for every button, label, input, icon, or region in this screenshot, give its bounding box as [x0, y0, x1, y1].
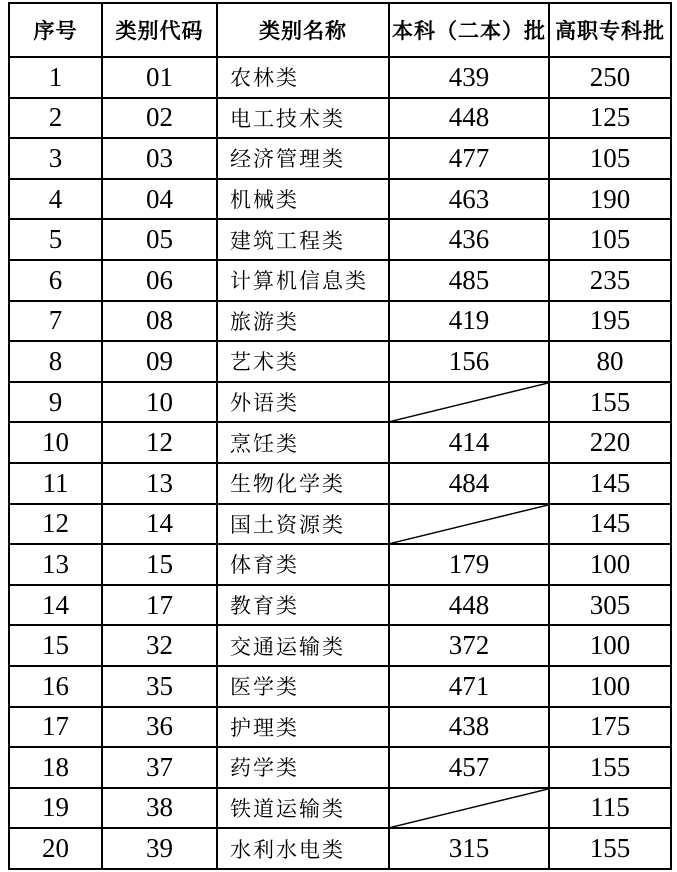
table-row	[9, 301, 671, 342]
cell-code: 15	[102, 544, 217, 585]
table-header-row	[9, 3, 671, 57]
cell-code: 01	[102, 57, 217, 98]
table-row	[9, 98, 671, 139]
table-row	[9, 666, 671, 707]
cell-name: 建筑工程类	[217, 219, 389, 260]
cell-benke: 463	[389, 179, 549, 220]
cell-seq: 4	[9, 179, 102, 220]
cell-seq: 9	[9, 382, 102, 423]
cell-code: 02	[102, 98, 217, 139]
admission-score-table	[8, 2, 672, 870]
table-row	[9, 463, 671, 504]
cell-benke: 436	[389, 219, 549, 260]
cell-code: 38	[102, 788, 217, 829]
cell-benke: 457	[389, 747, 549, 788]
cell-seq: 1	[9, 57, 102, 98]
cell-name: 艺术类	[217, 341, 389, 382]
cell-seq: 12	[9, 504, 102, 545]
cell-benke: 179	[389, 544, 549, 585]
cell-benke: 438	[389, 707, 549, 748]
cell-code: 32	[102, 625, 217, 666]
cell-benke-slash	[389, 504, 549, 545]
cell-seq: 16	[9, 666, 102, 707]
cell-name: 交通运输类	[217, 625, 389, 666]
cell-seq: 19	[9, 788, 102, 829]
cell-benke: 419	[389, 301, 549, 342]
cell-name: 护理类	[217, 707, 389, 748]
table-row	[9, 707, 671, 748]
table-row	[9, 260, 671, 301]
cell-name: 医学类	[217, 666, 389, 707]
cell-gaozhi: 305	[549, 585, 671, 626]
cell-seq: 3	[9, 138, 102, 179]
cell-seq: 15	[9, 625, 102, 666]
cell-code: 06	[102, 260, 217, 301]
table-row	[9, 341, 671, 382]
cell-code: 05	[102, 219, 217, 260]
cell-benke: 485	[389, 260, 549, 301]
cell-name: 经济管理类	[217, 138, 389, 179]
table-row	[9, 544, 671, 585]
cell-gaozhi: 220	[549, 422, 671, 463]
cell-benke: 414	[389, 422, 549, 463]
cell-gaozhi: 195	[549, 301, 671, 342]
table-row	[9, 57, 671, 98]
cell-gaozhi: 145	[549, 504, 671, 545]
cell-seq: 6	[9, 260, 102, 301]
cell-gaozhi: 155	[549, 382, 671, 423]
cell-gaozhi: 100	[549, 666, 671, 707]
cell-code: 13	[102, 463, 217, 504]
table-row	[9, 382, 671, 423]
cell-name: 水利水电类	[217, 828, 389, 869]
cell-seq: 5	[9, 219, 102, 260]
cell-benke-slash	[389, 382, 549, 423]
cell-name: 体育类	[217, 544, 389, 585]
cell-gaozhi: 125	[549, 98, 671, 139]
table-row	[9, 422, 671, 463]
cell-seq: 11	[9, 463, 102, 504]
cell-seq: 20	[9, 828, 102, 869]
cell-seq: 8	[9, 341, 102, 382]
cell-gaozhi: 235	[549, 260, 671, 301]
cell-code: 12	[102, 422, 217, 463]
table-row	[9, 625, 671, 666]
cell-gaozhi: 105	[549, 219, 671, 260]
table-row	[9, 138, 671, 179]
cell-gaozhi: 175	[549, 707, 671, 748]
cell-benke: 477	[389, 138, 549, 179]
table-body	[9, 57, 671, 869]
cell-name: 国土资源类	[217, 504, 389, 545]
table-row	[9, 219, 671, 260]
table-row	[9, 179, 671, 220]
cell-gaozhi: 145	[549, 463, 671, 504]
cell-seq: 18	[9, 747, 102, 788]
cell-benke: 156	[389, 341, 549, 382]
cell-name: 烹饪类	[217, 422, 389, 463]
cell-code: 08	[102, 301, 217, 342]
cell-name: 电工技术类	[217, 98, 389, 139]
header-cell-gaozhi: 高职专科批	[549, 3, 671, 57]
cell-name: 外语类	[217, 382, 389, 423]
cell-code: 10	[102, 382, 217, 423]
cell-gaozhi: 250	[549, 57, 671, 98]
cell-name: 计算机信息类	[217, 260, 389, 301]
cell-gaozhi: 80	[549, 341, 671, 382]
cell-code: 37	[102, 747, 217, 788]
cell-benke: 439	[389, 57, 549, 98]
header-cell-name: 类别名称	[217, 3, 389, 57]
diagonal-slash-icon	[390, 383, 548, 422]
cell-name: 药学类	[217, 747, 389, 788]
cell-code: 35	[102, 666, 217, 707]
cell-code: 14	[102, 504, 217, 545]
cell-gaozhi: 100	[549, 625, 671, 666]
cell-name: 教育类	[217, 585, 389, 626]
header-cell-code: 类别代码	[102, 3, 217, 57]
cell-benke: 315	[389, 828, 549, 869]
cell-benke: 448	[389, 98, 549, 139]
table-row	[9, 747, 671, 788]
cell-benke: 484	[389, 463, 549, 504]
cell-code: 09	[102, 341, 217, 382]
cell-gaozhi: 105	[549, 138, 671, 179]
cell-code: 36	[102, 707, 217, 748]
cell-gaozhi: 155	[549, 828, 671, 869]
cell-seq: 17	[9, 707, 102, 748]
cell-benke: 372	[389, 625, 549, 666]
table-row	[9, 504, 671, 545]
table-row	[9, 828, 671, 869]
cell-benke: 448	[389, 585, 549, 626]
cell-gaozhi: 190	[549, 179, 671, 220]
cell-name: 生物化学类	[217, 463, 389, 504]
cell-seq: 14	[9, 585, 102, 626]
cell-gaozhi: 115	[549, 788, 671, 829]
cell-seq: 7	[9, 301, 102, 342]
header-cell-seq: 序号	[9, 3, 102, 57]
cell-name: 农林类	[217, 57, 389, 98]
cell-gaozhi: 100	[549, 544, 671, 585]
table-row	[9, 585, 671, 626]
cell-gaozhi: 155	[549, 747, 671, 788]
cell-code: 03	[102, 138, 217, 179]
cell-code: 17	[102, 585, 217, 626]
diagonal-slash-icon	[390, 505, 548, 544]
table-row	[9, 788, 671, 829]
cell-name: 机械类	[217, 179, 389, 220]
cell-benke: 471	[389, 666, 549, 707]
cell-seq: 10	[9, 422, 102, 463]
cell-benke-slash	[389, 788, 549, 829]
cell-seq: 13	[9, 544, 102, 585]
cell-name: 旅游类	[217, 301, 389, 342]
header-cell-benke: 本科（二本）批	[389, 3, 549, 57]
cell-seq: 2	[9, 98, 102, 139]
cell-code: 39	[102, 828, 217, 869]
cell-name: 铁道运输类	[217, 788, 389, 829]
diagonal-slash-icon	[390, 789, 548, 828]
cell-code: 04	[102, 179, 217, 220]
